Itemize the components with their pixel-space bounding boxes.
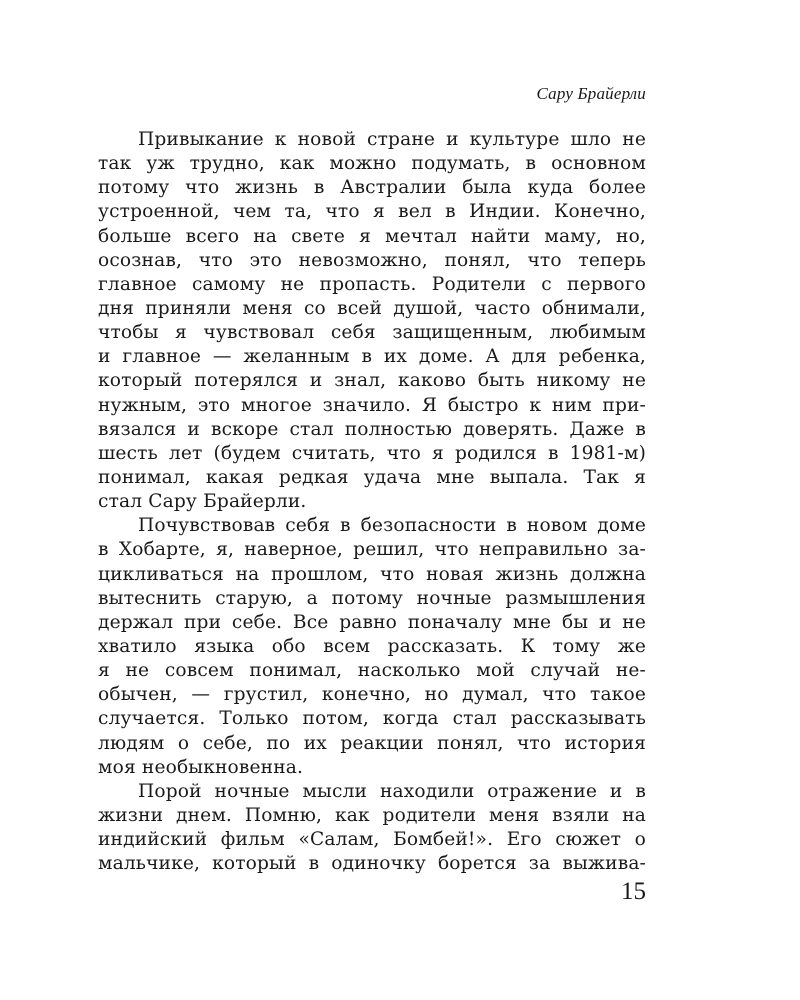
- text-line: так уж трудно, как можно подумать, в основном: [98, 153, 646, 175]
- text-line: мальчике, который в одиночку борется за выжива-: [98, 853, 646, 875]
- text-line: стал Сару Брайерли.: [98, 491, 307, 513]
- running-header: Сару Брайерли: [536, 84, 646, 103]
- text-line: Почувствовав себя в безопасности в новом доме: [138, 515, 646, 537]
- text-line: я не совсем понимал, насколько мой случай не-: [98, 660, 646, 682]
- text-line: больше всего на свете я мечтал найти маму, но,: [98, 225, 646, 247]
- text-line: цикливаться на прошлом, что новая жизнь должна: [98, 563, 646, 585]
- text-line: хватило языка обо всем рассказать. К тому же: [98, 635, 646, 657]
- text-line: осознав, что это невозможно, понял, что теперь: [98, 249, 646, 271]
- body-text: [98, 128, 646, 876]
- text-line: устроенной, чем та, что я вел в Индии. Конечно,: [98, 201, 646, 223]
- text-line: Порой ночные мысли находили отражение и в: [138, 780, 646, 802]
- text-line: понимал, какая редкая удача мне выпала. Так я: [98, 466, 646, 488]
- text-line: который потерялся и знал, каково быть никому не: [98, 370, 646, 392]
- text-line: шесть лет (будем считать, что я родился в 1981-м): [98, 442, 646, 464]
- text-line: вытеснить старую, а потому ночные размышления: [98, 587, 646, 609]
- text-line: людям о себе, по их реакции понял, что история: [98, 732, 646, 754]
- page-number: 15: [621, 878, 646, 905]
- text-line: в Хобарте, я, наверное, решил, что неправильно за-: [98, 539, 646, 561]
- text-line: индийский фильм «Салам, Бомбей!». Его сюжет о: [98, 829, 646, 851]
- text-line: жизни днем. Помню, как родители меня взяли на: [98, 804, 646, 826]
- text-line: и главное — желанным в их доме. А для ребенка,: [98, 346, 646, 368]
- paragraph-3: [98, 780, 646, 877]
- text-line: держал при себе. Все равно поначалу мне бы и не: [98, 611, 646, 633]
- paragraph-1: [98, 128, 646, 514]
- text-line: обычен, — грустил, конечно, но думал, что такое: [98, 684, 646, 706]
- text-line: вязался и вскоре стал полностью доверять. Даже в: [98, 418, 646, 440]
- text-line: потому что жизнь в Австралии была куда более: [98, 177, 646, 199]
- text-line: моя необыкновенна.: [98, 756, 304, 778]
- text-line: дня приняли меня со всей душой, часто обнимали,: [98, 297, 646, 319]
- text-line: случается. Только потом, когда стал рассказывать: [98, 708, 646, 730]
- text-line: нужным, это многое значило. Я быстро к ним при-: [98, 394, 646, 416]
- text-line: Привыкание к новой стране и культуре шло не: [138, 129, 646, 150]
- text-line: главное самому не пропасть. Родители с первого: [98, 273, 646, 295]
- text-line: чтобы я чувствовал себя защищенным, любимым: [98, 322, 646, 344]
- paragraph-2: [98, 514, 646, 780]
